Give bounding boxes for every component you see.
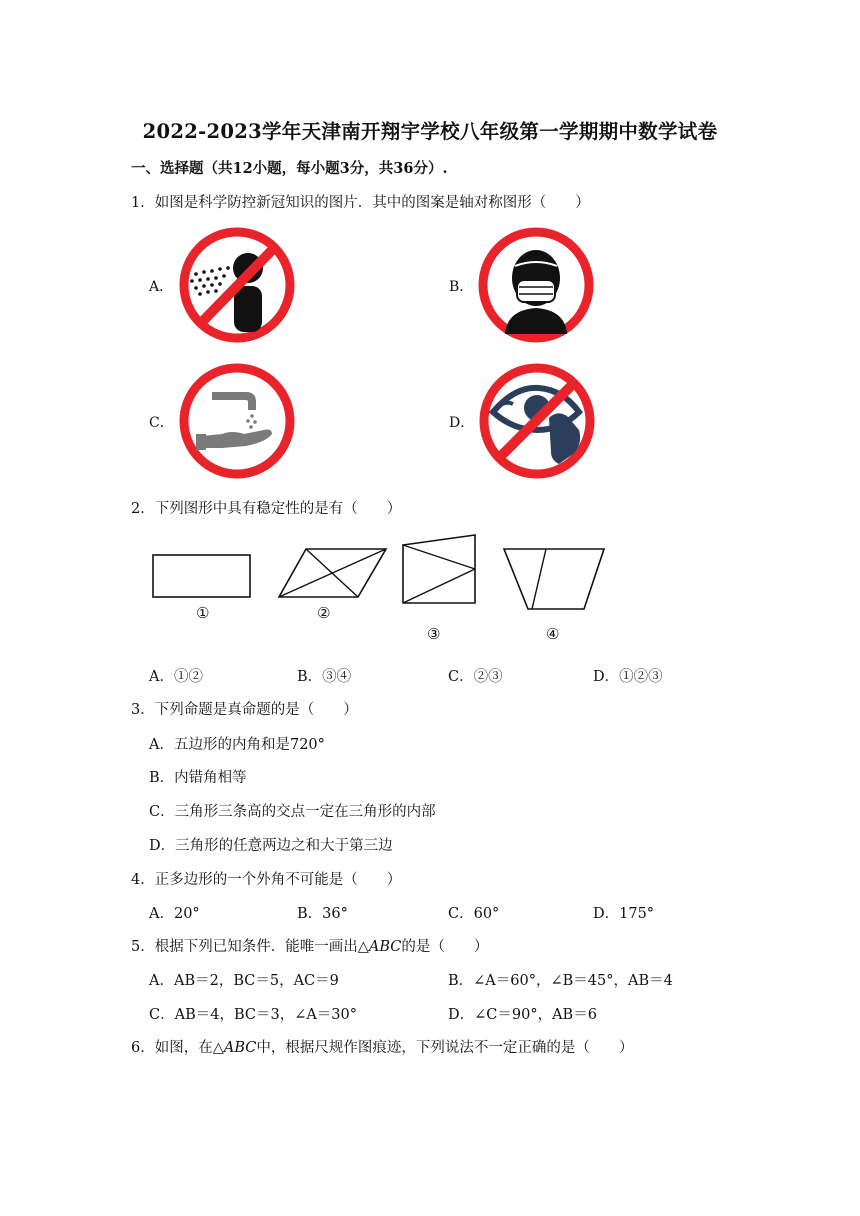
section-heading: 一、选择题（共12小题，每小题3分，共36分）. — [131, 160, 448, 177]
no-eye-touching-sign-icon — [475, 360, 601, 482]
q2-option-c[interactable]: C．②③ — [448, 669, 503, 685]
quadrilateral-with-triangles-figure — [401, 533, 479, 607]
q2-option-d[interactable]: D．①②③ — [593, 669, 663, 685]
figure-1-caption: ① — [196, 604, 210, 622]
question-5-stem — [131, 935, 488, 956]
q4-option-b[interactable]: B．36° — [297, 906, 348, 922]
page-title: 2022-2023学年天津南开翔宇学校八年级第一学期期中数学试卷 — [142, 120, 718, 143]
q3-option-c[interactable]: C．三角形三条高的交点一定在三角形的内部 — [149, 804, 436, 820]
figure-2-caption: ② — [317, 604, 331, 622]
figure-4-caption: ④ — [546, 625, 560, 643]
figure-3-caption: ③ — [427, 625, 441, 643]
q5-stem-pre: 5．根据下列已知条件．能唯一画出△ — [131, 939, 369, 955]
q3-option-d[interactable]: D．三角形的任意两边之和大于第三边 — [149, 838, 393, 854]
q6-stem-pre: 6．如图，在△ — [131, 1040, 224, 1056]
q1-option-c-label[interactable]: C． — [149, 415, 174, 431]
q2-option-a[interactable]: A．①② — [149, 669, 203, 685]
q4-option-a[interactable]: A．20° — [149, 906, 200, 922]
question-2-stem: 2．下列图形中具有稳定性的是有（ ） — [131, 501, 402, 517]
q4-option-c[interactable]: C．60° — [448, 906, 500, 922]
q5-option-c[interactable]: C．AB＝4，BC＝3，∠A＝30° — [149, 1007, 358, 1023]
q5-triangle-name: ABC — [368, 939, 402, 955]
trapezoid-with-line-figure — [502, 547, 606, 613]
q1-option-d-label[interactable]: D． — [449, 415, 475, 431]
q3-option-b[interactable]: B．内错角相等 — [149, 770, 247, 786]
rectangle-figure — [150, 552, 254, 602]
q2-option-b[interactable]: B．③④ — [297, 669, 352, 685]
q5-stem-post: 的是（ ） — [401, 939, 489, 955]
question-6-stem — [131, 1036, 633, 1057]
q5-option-d[interactable]: D．∠C＝90°，AB＝6 — [448, 1007, 597, 1023]
q1-option-a-label[interactable]: A． — [149, 279, 174, 295]
q5-option-a[interactable]: A．AB＝2，BC＝5，AC＝9 — [149, 973, 339, 989]
question-4-stem: 4．正多边形的一个外角不可能是（ ） — [131, 872, 402, 888]
q5-option-b[interactable]: B．∠A＝60°，∠B＝45°，AB＝4 — [448, 973, 673, 989]
q1-option-b-label[interactable]: B． — [449, 279, 474, 295]
question-1-stem: 1．如图是科学防控新冠知识的图片．其中的图案是轴对称图形（ ） — [131, 195, 590, 211]
q6-stem-post: 中，根据尺规作图痕迹，下列说法不一定正确的是（ ） — [256, 1040, 634, 1056]
question-3-stem: 3．下列命题是真命题的是（ ） — [131, 702, 358, 718]
no-spitting-sign-icon — [176, 224, 298, 346]
parallelogram-with-diagonals-figure — [276, 546, 390, 600]
q3-option-a[interactable]: A．五边形的内角和是720° — [149, 737, 325, 753]
mask-wearing-sign-icon — [475, 224, 597, 346]
q6-triangle-name: ABC — [223, 1040, 257, 1056]
q4-option-d[interactable]: D．175° — [593, 906, 655, 922]
hand-washing-sign-icon — [176, 360, 298, 482]
